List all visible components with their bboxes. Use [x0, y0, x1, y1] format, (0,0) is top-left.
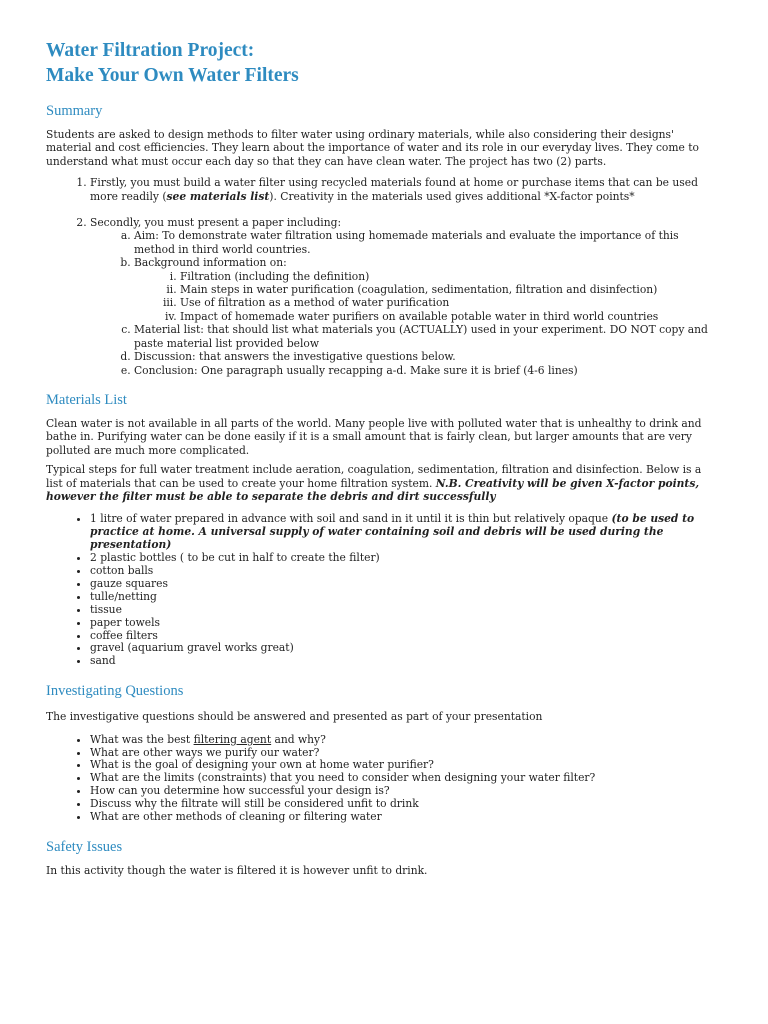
list-item: • gauze squares: [90, 578, 718, 591]
materials-heading: Materials List: [46, 391, 127, 408]
background-topics-list: [134, 270, 718, 324]
materials-section: [46, 391, 718, 668]
part-1-text-b: ). Creativity in the materials used gives additional *X-factor points*: [269, 189, 635, 203]
background-topic: ii. Main steps in water purification (coagulation, sedimentation, filtration and disinfection): [180, 283, 718, 296]
paper-item-d: d. Discussion: that answers the investigative questions below.: [134, 350, 718, 363]
summary-paragraph: Students are asked to design methods to filter water using ordinary materials, while also considering their designs' material and cost efficiencies. They learn about the importance of water and its role in our everyday lives. They come to understand what must occur each day so that they can have clean water. The project has two (2) parts.: [46, 128, 699, 168]
part-1-emphasis: see materials list: [166, 189, 270, 203]
safety-heading: Safety Issues: [46, 838, 123, 855]
paper-item-e: e. Conclusion: One paragraph usually recapping a-d. Make sure it is brief (4-6 lines): [134, 364, 718, 377]
summary-heading: Summary: [46, 103, 103, 119]
filtering-agent-term: filtering agent: [193, 732, 272, 746]
question-1-text-b: and why?: [271, 732, 326, 746]
safety-text: In this activity though the water is filtered it is however unfit to drink.: [46, 863, 428, 877]
creativity-note: N.B. Creativity will be given X-factor points, however the filter must be able to separate the debris and dirt successfully: [46, 476, 700, 503]
paper-contents-list: [90, 229, 718, 376]
materials-list: [46, 513, 718, 668]
list-item: • What are the limits (constraints) that you need to consider when designing your water filter?: [90, 772, 718, 785]
materials-paragraph-2: [46, 463, 718, 503]
list-item: • sand: [90, 655, 718, 668]
material-1-note: (to be used to practice at home. A universal supply of water containing soil and debris will be used during the presentation): [90, 512, 695, 552]
part-2-item: [90, 216, 718, 377]
list-item: • coffee filters: [90, 630, 718, 643]
list-item: • How can you determine how successful your design is?: [90, 785, 718, 798]
paper-item-c: c. Material list: that should list what materials you (ACTUALLY) used in your experiment. DO NOT copy and paste material list provided below: [134, 323, 718, 350]
materials-paragraph-2-text: Typical steps for full water treatment include aeration, coagulation, sedimentation, filtration and disinfection. Below is a list of materials that can be used to create your home filtration system.: [46, 463, 702, 490]
part-1-item: [90, 176, 718, 203]
list-item: • paper towels: [90, 617, 718, 630]
title-line-1: Water Filtration Project:: [46, 40, 255, 61]
list-item: • What are other methods of cleaning or filtering water: [90, 811, 718, 824]
list-item: • What are other ways we purify our water?: [90, 747, 718, 760]
questions-heading: Investigating Questions: [46, 683, 184, 700]
title-line-2: Make Your Own Water Filters: [46, 65, 299, 86]
paper-item-b: [134, 256, 718, 323]
background-topic: iv. Impact of homemade water purifiers on available potable water in third world countries: [180, 310, 718, 323]
safety-section: [46, 838, 718, 877]
background-topic: i. Filtration (including the definition): [180, 270, 718, 283]
questions-list: [46, 734, 718, 824]
list-item: • 2 plastic bottles ( to be cut in half to create the filter): [90, 552, 718, 565]
part-2-text: Secondly, you must present a paper including:: [90, 216, 342, 230]
list-item: • What is the goal of designing your own at home water purifier?: [90, 759, 718, 772]
materials-paragraph-1: Clean water is not available in all parts of the world. Many people live with polluted water that is unhealthy to drink and bathe in. Purifying water can be done easily if it is a small amount that is fairly clean, but larger amounts that are very polluted are much more complicated.: [46, 416, 702, 457]
list-item: [90, 734, 718, 747]
summary-section: [46, 102, 718, 377]
background-topic: iii. Use of filtration as a method of water purification: [180, 296, 718, 309]
list-item: • gravel (aquarium gravel works great): [90, 642, 718, 655]
paper-item-b-text: Background information on:: [134, 256, 287, 270]
question-1-text-a: What was the best: [90, 732, 194, 746]
paper-item-a: a. Aim: To demonstrate water filtration using homemade materials and evaluate the importance of this method in third world countries.: [134, 229, 718, 256]
questions-intro: The investigative questions should be answered and presented as part of your presentation: [46, 710, 543, 724]
project-parts-list: [46, 176, 718, 377]
list-item: • cotton balls: [90, 565, 718, 578]
list-item: • tulle/netting: [90, 591, 718, 604]
material-1-text: 1 litre of water prepared in advance with soil and sand in it until it is thin but relatively opaque: [90, 512, 612, 526]
list-item: • tissue: [90, 604, 718, 617]
document-title: [46, 38, 718, 88]
part-1-text-a: Firstly, you must build a water filter using recycled materials found at home or purchase items that can be used more readily (: [90, 176, 698, 203]
questions-section: [46, 682, 718, 824]
list-item: • Discuss why the filtrate will still be considered unfit to drink: [90, 798, 718, 811]
list-item: [90, 513, 718, 552]
